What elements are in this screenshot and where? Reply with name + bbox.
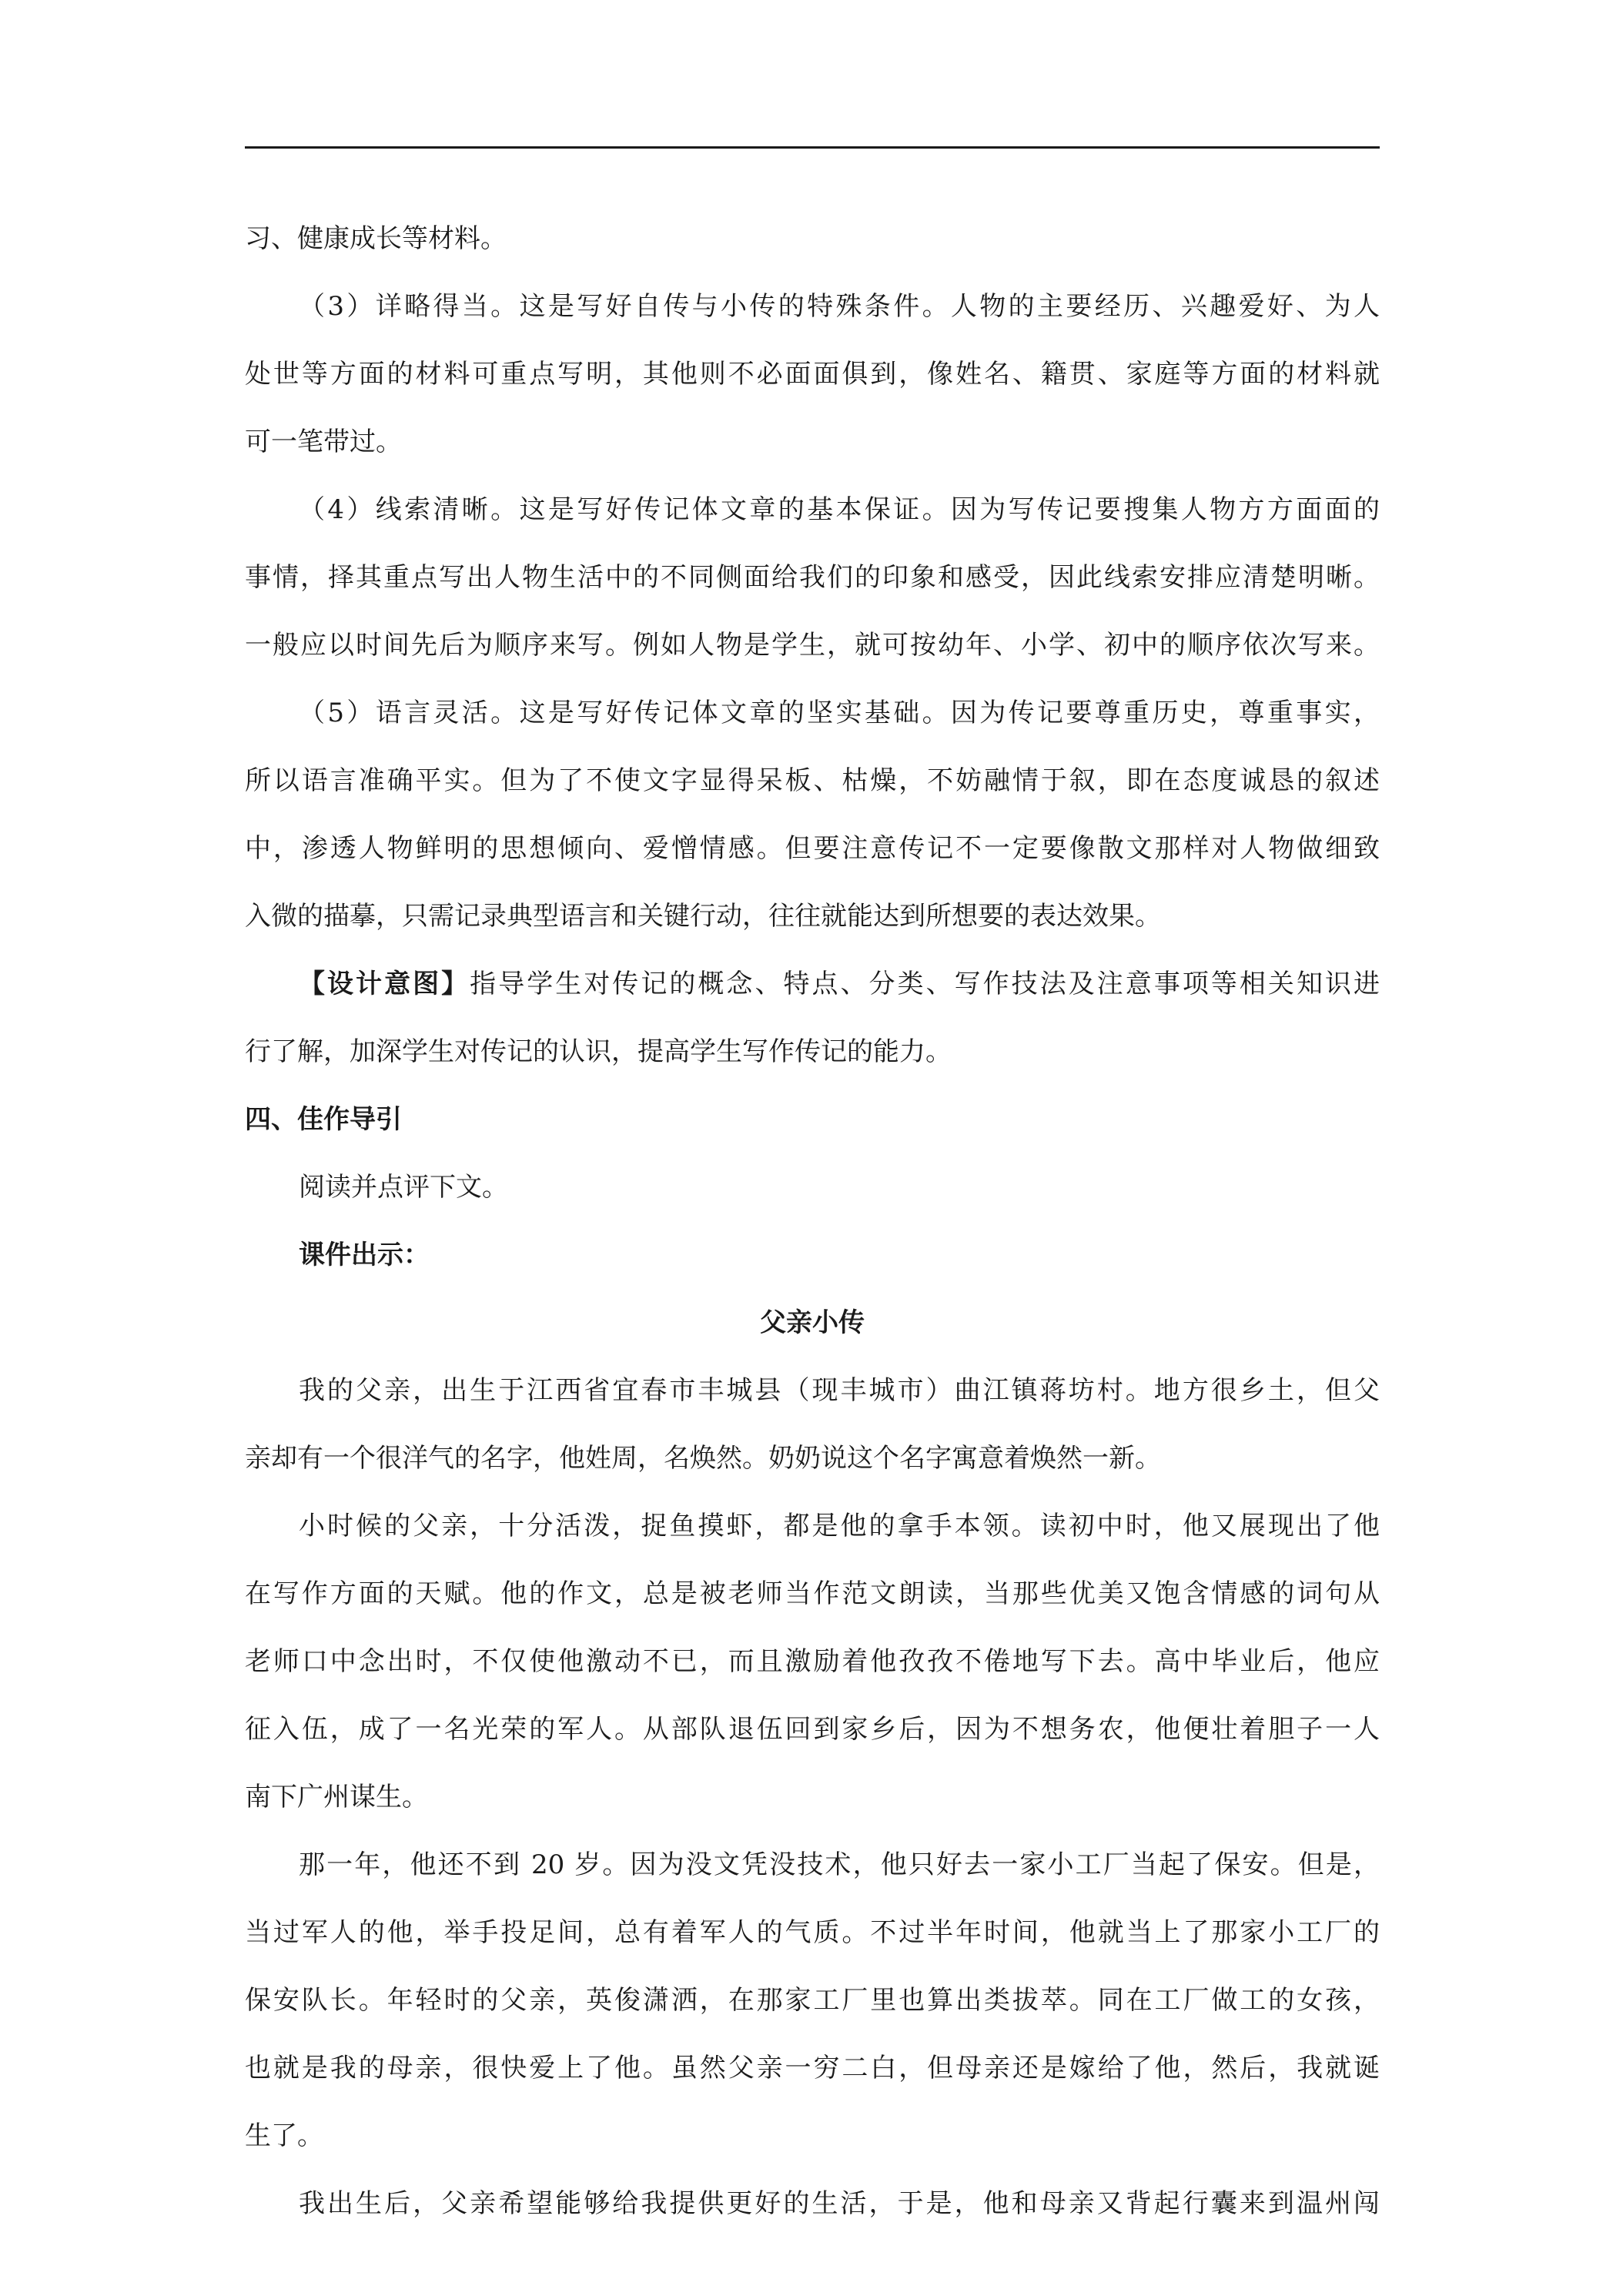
text-line: 我出生后，父亲希望能够给我提供更好的生活，于是，他和母亲又背起行囊来到温州闯 <box>299 2188 1380 2219</box>
text-line: 入微的描摹，只需记录典型语言和关键行动，往往就能达到所想要的表达效果。 <box>245 901 1161 932</box>
design-intent-label: 【设计意图】 <box>299 969 470 999</box>
text-line: 所以语言准确平实。但为了不使文字显得呆板、枯燥，不妨融情于叙，即在态度诚恳的叙述 <box>245 765 1380 796</box>
text-line: 当过军人的他，举手投足间，总有着军人的气质。不过半年时间，他就当上了那家小工厂的 <box>245 1917 1380 1948</box>
design-intent-line <box>245 950 1380 1018</box>
essay-title: 父亲小传 <box>760 1307 865 1338</box>
text-line: 征入伍，成了一名光荣的军人。从部队退伍回到家乡后，因为不想务农，他便壮着胆子一人 <box>245 1714 1380 1745</box>
text-line: （4）线索清晰。这是写好传记体文章的基本保证。因为写传记要搜集人物方方面面的 <box>299 494 1380 525</box>
text-line: 事情，择其重点写出人物生活中的不同侧面给我们的印象和感受，因此线索安排应清楚明晰。 <box>245 562 1380 593</box>
text-line: 习、健康成长等材料。 <box>245 223 507 254</box>
text-line: （5）语言灵活。这是写好传记体文章的坚实基础。因为传记要尊重历史，尊重事实， <box>299 698 1380 728</box>
text-line: 一般应以时间先后为顺序来写。例如人物是学生，就可按幼年、小学、初中的顺序依次写来。 <box>245 630 1380 661</box>
text-line: 在写作方面的天赋。他的作文，总是被老师当作范文朗读，当那些优美又饱含情感的词句从 <box>245 1578 1380 1609</box>
section-heading: 四、佳作导引 <box>245 1104 402 1135</box>
header-rule <box>245 146 1380 149</box>
text-line: 处世等方面的材料可重点写明，其他则不必面面俱到，像姓名、籍贯、家庭等方面的材料就 <box>245 359 1380 390</box>
text-line: 可一笔带过。 <box>245 427 402 457</box>
text-line: 那一年，他还不到 20 岁。因为没文凭没技术，他只好去一家小工厂当起了保安。但是， <box>299 1849 1380 1880</box>
text-line: 我的父亲，出生于江西省宜春市丰城县（现丰城市）曲江镇蒋坊村。地方很乡土，但父 <box>299 1375 1380 1406</box>
text-line: 南下广州谋生。 <box>245 1782 428 1812</box>
design-intent-text: 指导学生对传记的概念、特点、分类、写作技法及注意事项等相关知识进 <box>470 969 1380 999</box>
text-line: 阅读并点评下文。 <box>299 1172 508 1203</box>
courseware-label: 课件出示： <box>299 1240 430 1270</box>
text-line: 也就是我的母亲，很快爱上了他。虽然父亲一穷二白，但母亲还是嫁给了他，然后，我就诞 <box>245 2053 1380 2083</box>
text-line: 亲却有一个很洋气的名字，他姓周，名焕然。奶奶说这个名字寓意着焕然一新。 <box>245 1443 1161 1474</box>
text-line: 保安队长。年轻时的父亲，英俊潇洒，在那家工厂里也算出类拔萃。同在工厂做工的女孩， <box>245 1985 1380 2016</box>
document-body <box>245 205 1380 2237</box>
text-line: 小时候的父亲，十分活泼，捉鱼摸虾，都是他的拿手本领。读初中时，他又展现出了他 <box>299 1511 1380 1541</box>
text-line: （3）详略得当。这是写好自传与小传的特殊条件。人物的主要经历、兴趣爱好、为人 <box>299 291 1380 322</box>
text-line: 老师口中念出时，不仅使他激动不已，而且激励着他孜孜不倦地写下去。高中毕业后，他应 <box>245 1646 1380 1677</box>
text-line: 生了。 <box>245 2120 323 2151</box>
text-line: 中，渗透人物鲜明的思想倾向、爱憎情感。但要注意传记不一定要像散文那样对人物做细致 <box>245 833 1380 864</box>
text-line: 行了解，加深学生对传记的认识，提高学生写作传记的能力。 <box>245 1036 952 1067</box>
